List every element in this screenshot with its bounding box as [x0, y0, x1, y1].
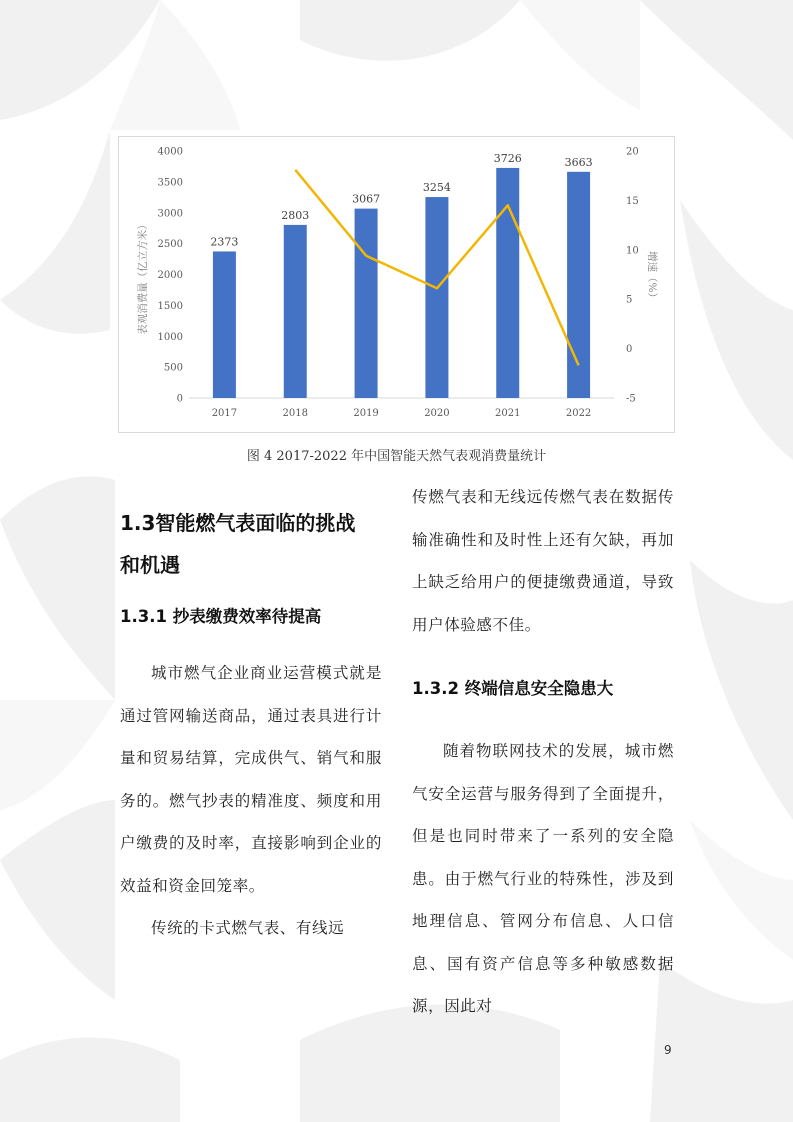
bar-data-label: 3663 [564, 155, 593, 169]
x-tick-label: 2018 [282, 408, 308, 419]
y2-tick-label: -5 [626, 393, 636, 405]
y2-axis-title: 增速（%） [646, 251, 658, 303]
subsection-1-paragraph-1: 城市燃气企业商业运营模式就是通过管网输送商品，通过表具进行计量和贸易结算，完成供气、销气和服务的。燃气抄表的精准度、频度和用户缴费的及时率，直接影响到企业的效益和资金回笼率。 [120, 664, 382, 895]
y-tick-label: 3000 [157, 208, 183, 220]
subsection-1-paragraph-2-start: 传统的卡式燃气表、有线远 [151, 919, 345, 937]
bar [355, 209, 378, 398]
y2-tick-label: 20 [626, 146, 639, 158]
y-tick-label: 2500 [157, 239, 183, 251]
y2-tick-label: 5 [626, 294, 633, 306]
y-tick-label: 2000 [157, 270, 183, 281]
consumption-chart [119, 137, 674, 432]
y-tick-label: 500 [163, 362, 183, 374]
bar [213, 251, 236, 398]
left-column [120, 502, 382, 950]
bar-data-label: 3726 [493, 151, 522, 165]
bar [496, 168, 519, 398]
y2-tick-label: 15 [626, 195, 639, 207]
x-tick-label: 2019 [353, 408, 379, 419]
x-tick-label: 2021 [495, 408, 521, 419]
y-axis-title: 表观消费量（亿立方米） [137, 219, 149, 335]
subsection-2-heading: 1.3.2 终端信息安全隐患大 [412, 679, 614, 698]
x-tick-label: 2020 [424, 408, 450, 419]
chart-container [118, 136, 675, 433]
subsection-2-paragraph-1: 随着物联网技术的发展，城市燃气安全运营与服务得到了全面提升，但是也同时带来了一系列的安全隐患。由于燃气行业的特殊性，涉及到地理信息、管网分布信息、人口信息、国有资产信息等多种敏感数据源，因此对 [412, 742, 674, 1015]
x-tick-label: 2022 [565, 408, 592, 419]
figure-caption: 图 4 2017-2022 年中国智能天然气表观消费量统计 [246, 449, 547, 464]
y-tick-label: 1000 [157, 331, 183, 343]
section-heading-line2: 和机遇 [120, 553, 180, 577]
bar-data-label: 2373 [210, 235, 239, 249]
right-column [412, 476, 674, 1028]
section-heading-line1: 1.3智能燃气表面临的挑战 [120, 511, 356, 535]
y-tick-label: 3500 [157, 177, 183, 189]
subsection-1-heading: 1.3.1 抄表缴费效率待提高 [120, 607, 322, 626]
bar-data-label: 2803 [281, 208, 310, 222]
subsection-1-paragraph-2-continued: 传燃气表和无线远传燃气表在数据传输准确性和及时性上还有欠缺，再加上缺乏给用户的便捷缴费通道，导致用户体验感不佳。 [412, 488, 674, 634]
bar-data-label: 3254 [422, 181, 451, 195]
y-tick-label: 0 [176, 393, 183, 405]
bar [425, 197, 448, 398]
section-heading [120, 502, 382, 586]
x-tick-label: 2017 [211, 408, 238, 419]
y-tick-label: 4000 [157, 146, 183, 158]
y2-tick-label: 0 [626, 344, 633, 356]
y2-tick-label: 10 [626, 245, 639, 257]
y-tick-label: 1500 [157, 300, 183, 312]
bar [284, 225, 307, 398]
page-number: 9 [664, 1043, 672, 1057]
bar-data-label: 3067 [352, 192, 381, 206]
